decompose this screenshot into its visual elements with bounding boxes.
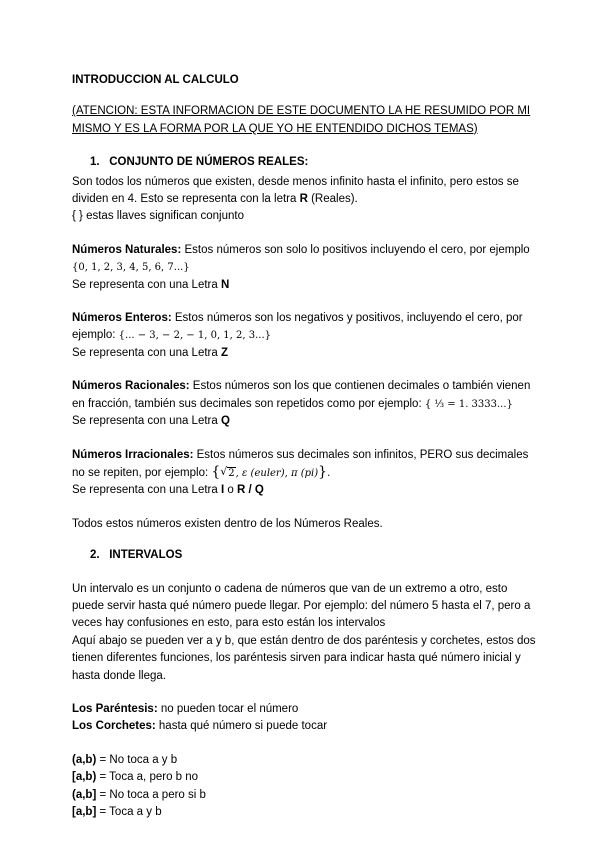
letter-r-q: R / Q: [236, 484, 264, 497]
racionales-example: { ⅓ = 1. 3333...}: [424, 398, 513, 410]
racionales-paragraph: Números Racionales: Estos números son los que contienen decimales o también vienen en fracción, también sus decimales son repetidos como por ejemplo: { ⅓ = 1. 3333...}: [72, 380, 531, 410]
notice-text: (ATENCION: ESTA INFORMACION DE ESTE DOCUMENTO LA HE RESUMIDO POR MI MISMO Y ES LA FORMA POR LA QUE YO HE ENTENDIDO DICHOS TEMAS): [72, 105, 531, 135]
braces-symbol: { }: [72, 210, 83, 223]
sqrt-symbol: √ 2: [220, 464, 235, 479]
irracionales-paragraph: Números Irracionales: Estos números sus decimales son infinitos, PERO sus decimales no se repiten, por ejemplo: { √ 2, ε (euler), π (pi)}.: [72, 447, 542, 483]
letter-q: Q: [220, 415, 230, 428]
enteros-example: {... − 3, − 2, − 1, 0, 1, 2, 3...}: [118, 330, 272, 342]
naturales-example: {0, 1, 2, 3, 4, 5, 6, 7...}: [72, 262, 190, 274]
enteros-paragraph: Números Enteros: Estos números son los negativos y positivos, incluyendo el cero, por ejemplo: {... − 3, − 2, − 1, 0, 1, 2, 3...}: [72, 312, 523, 342]
section-1-closing: Todos estos números existen dentro de los Números Reales.: [72, 517, 383, 530]
irracionales-example: , ε (euler), π (pi): [235, 467, 319, 479]
irracionales-label: Números Irracionales:: [72, 448, 194, 461]
section-1-intro: Son todos los números que existen, desde menos infinito hasta el infinito, pero estos se dividen en 4. Esto se representa con la letra R (Reales).: [72, 175, 519, 206]
letter-i: I: [220, 484, 225, 497]
racionales-label: Números Racionales:: [72, 380, 190, 393]
section-2-title: INTERVALOS: [109, 549, 183, 562]
letter-r: R: [299, 193, 308, 206]
racionales-rep: Se representa con una Letra Q: [72, 415, 230, 428]
document-title: INTRODUCCION AL CALCULO: [72, 74, 239, 86]
interval-item: [a,b) = Toca a, pero b no: [72, 771, 199, 784]
letter-z: Z: [220, 346, 228, 359]
intervalos-paragraph-2: Aquí abajo se pueden ver a y b, que están dentro de dos paréntesis y corchetes, estos dos tienen diferentes funciones, los paréntesis sirven para indicar hasta qué número inicial y hasta donde llega.: [72, 634, 536, 682]
intervalos-paragraph-1: Un intervalo es un conjunto o cadena de números que van de un extremo a otro, esto puede servir hasta qué número puede llegar. Por ejemplo: del número 5 hasta el 7, pero a veces hay confusiones en esto, para esto están los intervalos: [72, 582, 531, 630]
irracionales-rep: Se representa con una Letra I o R / Q: [72, 484, 264, 497]
interval-item: [a,b] = Toca a y b: [72, 806, 162, 818]
section-1-title: CONJUNTO DE NÚMEROS REALES:: [109, 156, 309, 169]
braces-explanation: { } estas llaves significan conjunto: [72, 210, 244, 223]
naturales-paragraph: Números Naturales: Estos números son solo lo positivos incluyendo el cero, por ejemplo: [72, 243, 530, 256]
enteros-rep: Se representa con una Letra Z: [72, 346, 228, 359]
parentesis-line: Los Paréntesis: no pueden tocar el número: [72, 702, 299, 715]
section-1-heading: [90, 154, 542, 171]
section-2-number: 2.: [90, 549, 100, 562]
enteros-label: Números Enteros:: [72, 312, 172, 325]
naturales-label: Números Naturales:: [72, 243, 182, 256]
corchetes-line: Los Corchetes: hasta qué número si puede tocar: [72, 720, 328, 733]
letter-n: N: [220, 278, 230, 291]
naturales-rep: Se representa con una Letra N: [72, 278, 230, 291]
interval-item: (a,b) = No toca a y b: [72, 753, 178, 766]
document-page: [72, 72, 542, 821]
section-1-number: 1.: [90, 156, 100, 169]
section-2-heading: [90, 547, 542, 564]
interval-item: (a,b] = No toca a pero si b: [72, 788, 206, 801]
